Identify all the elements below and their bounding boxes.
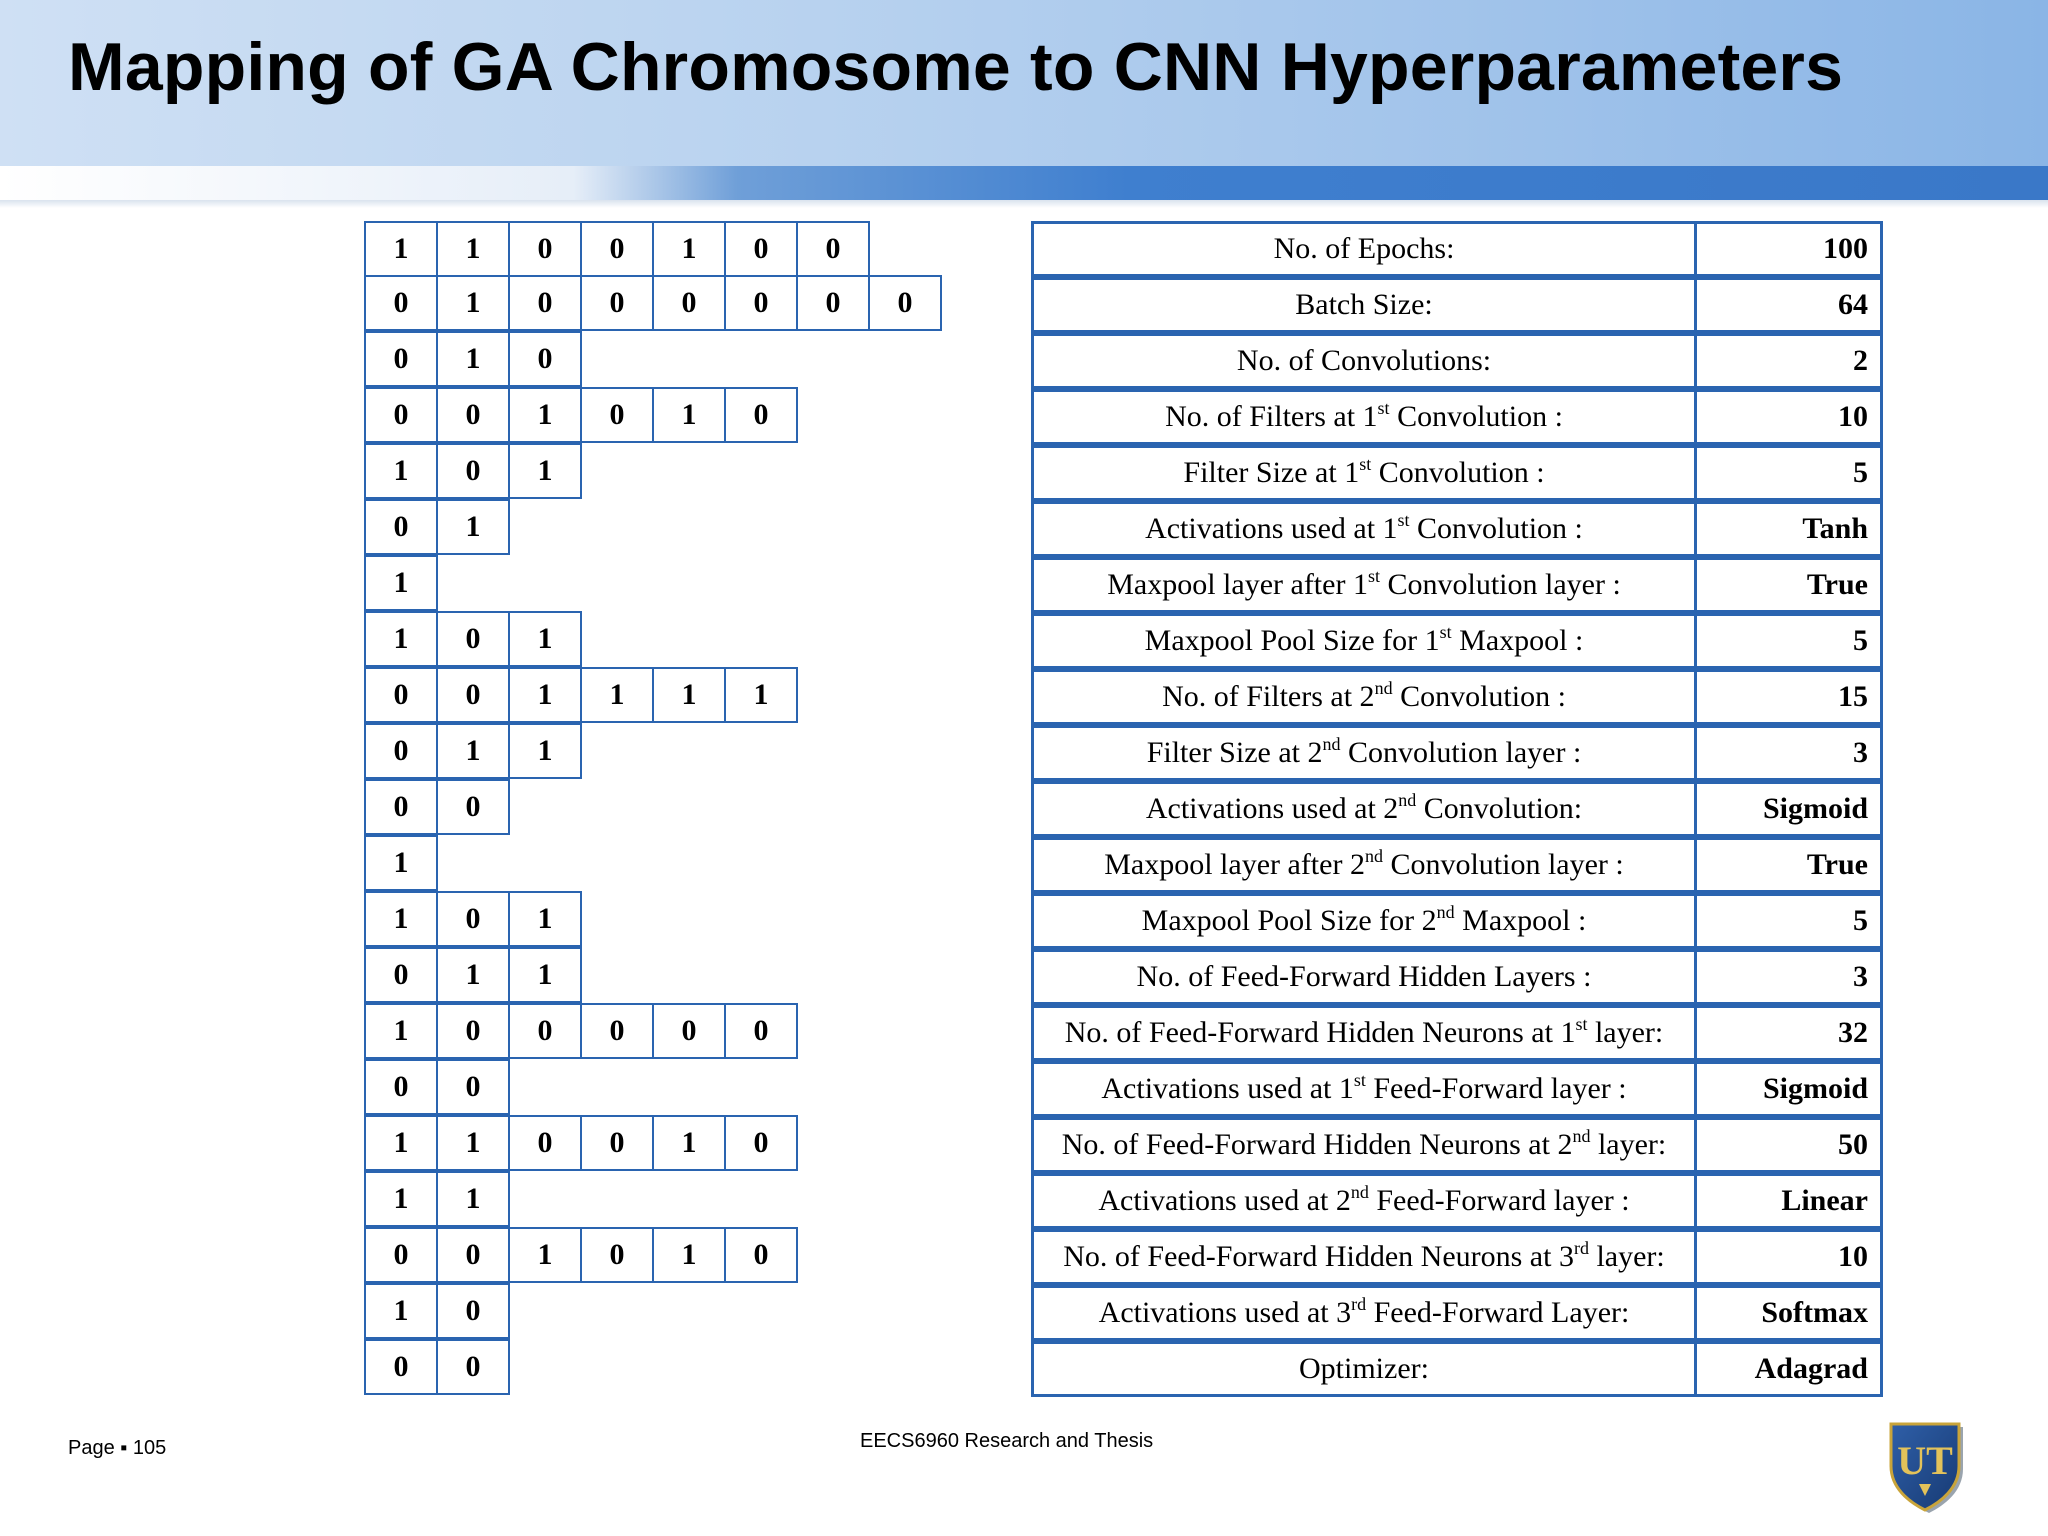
chromosome-row (364, 1341, 942, 1397)
chromosome-bit: 0 (364, 1227, 438, 1283)
university-shield-logo (1875, 1414, 1975, 1514)
chromosome-bit: 1 (508, 667, 582, 723)
chromosome-bit: 0 (364, 947, 438, 1003)
chromosome-bit: 1 (364, 611, 438, 667)
chromosome-bit: 1 (652, 1227, 726, 1283)
hyperparameter-row (1031, 669, 1883, 725)
chromosome-bit: 0 (364, 387, 438, 443)
label-text: Maxpool : (1451, 624, 1584, 657)
chromosome-bit: 1 (436, 221, 510, 277)
hyperparameter-label (1031, 613, 1697, 669)
label-text: layer: (1590, 1128, 1667, 1161)
chromosome-row (364, 333, 942, 389)
chromosome-bit: 0 (436, 611, 510, 667)
chromosome-bit: 1 (508, 1227, 582, 1283)
chromosome-bit: 0 (436, 667, 510, 723)
chromosome-row (364, 669, 942, 725)
chromosome-bit: 0 (868, 275, 942, 331)
ordinal-suffix: st (1353, 1070, 1366, 1090)
ordinal-suffix: st (1367, 566, 1380, 586)
chromosome-bit: 1 (508, 891, 582, 947)
hyperparameter-value: True (1694, 837, 1883, 893)
hyperparameter-row (1031, 501, 1883, 557)
ordinal-suffix: nd (1572, 1126, 1591, 1146)
label-text: No. of Filters at 2 (1162, 680, 1375, 713)
chromosome-bit: 0 (508, 1003, 582, 1059)
chromosome-bit: 0 (436, 1339, 510, 1395)
hyperparameter-label (1031, 445, 1697, 501)
chromosome-bit: 1 (652, 221, 726, 277)
label-text: No. of Feed-Forward Hidden Neurons at 2 (1061, 1128, 1573, 1161)
hyperparameter-row (1031, 333, 1883, 389)
label-text: Activations used at 1 (1101, 1072, 1354, 1105)
hyperparameter-value: Sigmoid (1694, 781, 1883, 837)
hyperparameter-label (1031, 1285, 1697, 1341)
hyperparameter-row (1031, 613, 1883, 669)
hyperparameter-row (1031, 221, 1883, 277)
hyperparameter-row (1031, 1173, 1883, 1229)
chromosome-bit: 1 (652, 667, 726, 723)
hyperparameter-label (1031, 1005, 1697, 1061)
hyperparameter-row (1031, 445, 1883, 501)
label-text: Maxpool : (1454, 904, 1587, 937)
chromosome-bit: 0 (580, 221, 654, 277)
chromosome-bit: 0 (580, 275, 654, 331)
ordinal-suffix: st (1377, 398, 1390, 418)
hyperparameter-label (1031, 501, 1697, 557)
chromosome-bit: 1 (580, 667, 654, 723)
chromosome-bit: 0 (652, 1003, 726, 1059)
label-text: Convolution layer : (1340, 736, 1582, 769)
hyperparameter-label (1031, 893, 1697, 949)
chromosome-bit: 0 (724, 1115, 798, 1171)
label-text: Convolution layer : (1379, 568, 1621, 601)
chromosome-row (364, 1229, 942, 1285)
chromosome-bit: 1 (436, 1115, 510, 1171)
chromosome-row (364, 949, 942, 1005)
chromosome-bit: 0 (364, 667, 438, 723)
chromosome-row (364, 613, 942, 669)
hyperparameter-label (1031, 669, 1697, 725)
chromosome-bit: 0 (580, 387, 654, 443)
chromosome-row (364, 277, 942, 333)
hyperparameter-value: 3 (1694, 725, 1883, 781)
header-strip (0, 166, 2048, 200)
chromosome-bit: 0 (796, 221, 870, 277)
label-text: Maxpool layer after 1 (1107, 568, 1368, 601)
chromosome-bit: 1 (724, 667, 798, 723)
chromosome-grid (364, 221, 942, 1397)
label-text: Activations used at 2 (1098, 1184, 1351, 1217)
ordinal-suffix: st (1439, 622, 1452, 642)
hyperparameter-label (1031, 1061, 1697, 1117)
label-text: Convolution layer : (1382, 848, 1624, 881)
header-strip-fade (0, 200, 2048, 208)
chromosome-bit: 0 (580, 1115, 654, 1171)
ordinal-suffix: st (1575, 1014, 1588, 1034)
label-text: Convolution: (1416, 792, 1583, 825)
label-text: No. of Convolutions: (1236, 344, 1492, 377)
hyperparameter-label (1031, 221, 1697, 277)
label-text: layer: (1587, 1016, 1664, 1049)
chromosome-bit: 1 (508, 947, 582, 1003)
hyperparameter-row (1031, 837, 1883, 893)
ordinal-suffix: rd (1573, 1238, 1589, 1258)
hyperparameter-value: 100 (1694, 221, 1883, 277)
chromosome-bit: 0 (508, 331, 582, 387)
slide-title: Mapping of GA Chromosome to CNN Hyperparameters (68, 29, 1844, 105)
chromosome-bit: 0 (436, 387, 510, 443)
chromosome-bit: 0 (364, 723, 438, 779)
hyperparameter-row (1031, 1285, 1883, 1341)
label-text: No. of Feed-Forward Hidden Neurons at 1 (1064, 1016, 1576, 1049)
hyperparameter-value: True (1694, 557, 1883, 613)
chromosome-row (364, 1061, 942, 1117)
chromosome-bit: 0 (796, 275, 870, 331)
chromosome-bit: 0 (724, 221, 798, 277)
chromosome-bit: 0 (508, 275, 582, 331)
chromosome-bit: 0 (436, 779, 510, 835)
chromosome-bit: 1 (508, 387, 582, 443)
chromosome-bit: 0 (724, 1003, 798, 1059)
label-text: Feed-Forward Layer: (1366, 1296, 1630, 1329)
hyperparameter-label (1031, 277, 1697, 333)
hyperparameter-value: Softmax (1694, 1285, 1883, 1341)
chromosome-bit: 1 (364, 1283, 438, 1339)
hyperparameter-label (1031, 781, 1697, 837)
hyperparameter-row (1031, 949, 1883, 1005)
chromosome-bit: 0 (652, 275, 726, 331)
ordinal-suffix: nd (1364, 846, 1383, 866)
hyperparameter-label (1031, 333, 1697, 389)
hyperparameter-value: 15 (1694, 669, 1883, 725)
chromosome-bit: 0 (436, 891, 510, 947)
chromosome-bit: 1 (364, 1003, 438, 1059)
chromosome-bit: 0 (508, 1115, 582, 1171)
chromosome-bit: 1 (436, 947, 510, 1003)
hyperparameter-row (1031, 277, 1883, 333)
hyperparameter-row (1031, 389, 1883, 445)
ordinal-suffix: st (1397, 510, 1410, 530)
chromosome-row (364, 221, 942, 277)
chromosome-bit: 1 (364, 221, 438, 277)
hyperparameter-value: Tanh (1694, 501, 1883, 557)
hyperparameter-value: 10 (1694, 1229, 1883, 1285)
hyperparameter-table (1031, 221, 1883, 1397)
label-text: Optimizer: (1299, 1352, 1429, 1385)
hyperparameter-value: 5 (1694, 445, 1883, 501)
chromosome-row (364, 445, 942, 501)
chromosome-bit: 0 (364, 1339, 438, 1395)
chromosome-bit: 1 (364, 443, 438, 499)
chromosome-bit: 1 (652, 1115, 726, 1171)
ordinal-suffix: rd (1351, 1294, 1367, 1314)
label-text: Activations used at 2 (1145, 792, 1399, 825)
hyperparameter-value: 10 (1694, 389, 1883, 445)
ordinal-suffix: nd (1436, 902, 1455, 922)
chromosome-bit: 1 (364, 1171, 438, 1227)
chromosome-bit: 0 (436, 1059, 510, 1115)
chromosome-bit: 0 (436, 1227, 510, 1283)
chromosome-bit: 1 (436, 1171, 510, 1227)
label-text: Maxpool Pool Size for 2 (1141, 904, 1437, 937)
hyperparameter-value: Adagrad (1694, 1341, 1883, 1397)
chromosome-row (364, 1285, 942, 1341)
label-text: No. of Epochs: (1273, 232, 1455, 265)
chromosome-row (364, 557, 942, 613)
chromosome-bit: 1 (364, 835, 438, 891)
ordinal-suffix: nd (1322, 734, 1341, 754)
chromosome-bit: 0 (364, 1059, 438, 1115)
hyperparameter-value: 50 (1694, 1117, 1883, 1173)
hyperparameter-value: Sigmoid (1694, 1061, 1883, 1117)
chromosome-row (364, 1117, 942, 1173)
chromosome-bit: 1 (652, 387, 726, 443)
label-text: Filter Size at 2 (1146, 736, 1323, 769)
hyperparameter-value: 5 (1694, 893, 1883, 949)
hyperparameter-row (1031, 557, 1883, 613)
hyperparameter-label (1031, 1341, 1697, 1397)
hyperparameter-value: 3 (1694, 949, 1883, 1005)
chromosome-row (364, 893, 942, 949)
chromosome-row (364, 837, 942, 893)
ordinal-suffix: nd (1374, 678, 1393, 698)
chromosome-bit: 0 (508, 221, 582, 277)
label-text: Maxpool layer after 2 (1104, 848, 1365, 881)
hyperparameter-label (1031, 389, 1697, 445)
chromosome-bit: 0 (364, 499, 438, 555)
hyperparameter-value: 64 (1694, 277, 1883, 333)
chromosome-bit: 1 (364, 1115, 438, 1171)
label-text: Batch Size: (1295, 288, 1433, 321)
chromosome-bit: 0 (364, 779, 438, 835)
hyperparameter-label (1031, 949, 1697, 1005)
chromosome-bit: 0 (364, 275, 438, 331)
hyperparameter-label (1031, 1117, 1697, 1173)
hyperparameter-row (1031, 1117, 1883, 1173)
chromosome-bit: 1 (508, 723, 582, 779)
chromosome-row (364, 1005, 942, 1061)
hyperparameter-label (1031, 837, 1697, 893)
chromosome-bit: 1 (436, 723, 510, 779)
chromosome-bit: 0 (580, 1227, 654, 1283)
chromosome-bit: 1 (364, 891, 438, 947)
label-text: Convolution : (1389, 400, 1563, 433)
hyperparameter-row (1031, 725, 1883, 781)
label-text: layer: (1588, 1240, 1665, 1273)
chromosome-row (364, 501, 942, 557)
hyperparameter-label (1031, 725, 1697, 781)
hyperparameter-value: 5 (1694, 613, 1883, 669)
label-text: No. of Filters at 1 (1165, 400, 1378, 433)
hyperparameter-row (1031, 1341, 1883, 1397)
chromosome-row (364, 781, 942, 837)
chromosome-bit: 0 (580, 1003, 654, 1059)
label-text: Activations used at 1 (1145, 512, 1398, 545)
label-text: Feed-Forward layer : (1368, 1184, 1630, 1217)
hyperparameter-row (1031, 893, 1883, 949)
chromosome-bit: 0 (724, 1227, 798, 1283)
label-text: Filter Size at 1 (1183, 456, 1360, 489)
hyperparameter-row (1031, 781, 1883, 837)
chromosome-bit: 0 (364, 331, 438, 387)
ordinal-suffix: nd (1350, 1182, 1369, 1202)
label-text: Convolution : (1409, 512, 1583, 545)
ordinal-suffix: nd (1398, 790, 1417, 810)
hyperparameter-value: Linear (1694, 1173, 1883, 1229)
chromosome-bit: 0 (436, 1003, 510, 1059)
chromosome-bit: 1 (436, 499, 510, 555)
chromosome-bit: 1 (364, 555, 438, 611)
chromosome-row (364, 389, 942, 445)
chromosome-bit: 0 (724, 275, 798, 331)
hyperparameter-label (1031, 557, 1697, 613)
logo-text: UT (1897, 1438, 1953, 1483)
hyperparameter-row (1031, 1005, 1883, 1061)
hyperparameter-value: 2 (1694, 333, 1883, 389)
hyperparameter-label (1031, 1229, 1697, 1285)
hyperparameter-label (1031, 1173, 1697, 1229)
hyperparameter-value: 32 (1694, 1005, 1883, 1061)
label-text: Activations used at 3 (1098, 1296, 1352, 1329)
label-text: Convolution : (1371, 456, 1545, 489)
chromosome-bit: 1 (436, 275, 510, 331)
label-text: No. of Feed-Forward Hidden Neurons at 3 (1063, 1240, 1574, 1273)
label-text: Maxpool Pool Size for 1 (1144, 624, 1440, 657)
chromosome-bit: 1 (508, 443, 582, 499)
hyperparameter-row (1031, 1061, 1883, 1117)
chromosome-row (364, 725, 942, 781)
chromosome-bit: 1 (436, 331, 510, 387)
chromosome-row (364, 1173, 942, 1229)
course-label: EECS6960 Research and Thesis (860, 1430, 1154, 1452)
chromosome-bit: 0 (436, 443, 510, 499)
label-text: Convolution : (1392, 680, 1566, 713)
chromosome-bit: 0 (436, 1283, 510, 1339)
label-text: No. of Feed-Forward Hidden Layers : (1136, 960, 1592, 993)
page-number: Page ▪ 105 (68, 1437, 167, 1459)
hyperparameter-row (1031, 1229, 1883, 1285)
chromosome-bit: 1 (508, 611, 582, 667)
chromosome-bit: 0 (724, 387, 798, 443)
ordinal-suffix: st (1359, 454, 1372, 474)
label-text: Feed-Forward layer : (1365, 1072, 1627, 1105)
